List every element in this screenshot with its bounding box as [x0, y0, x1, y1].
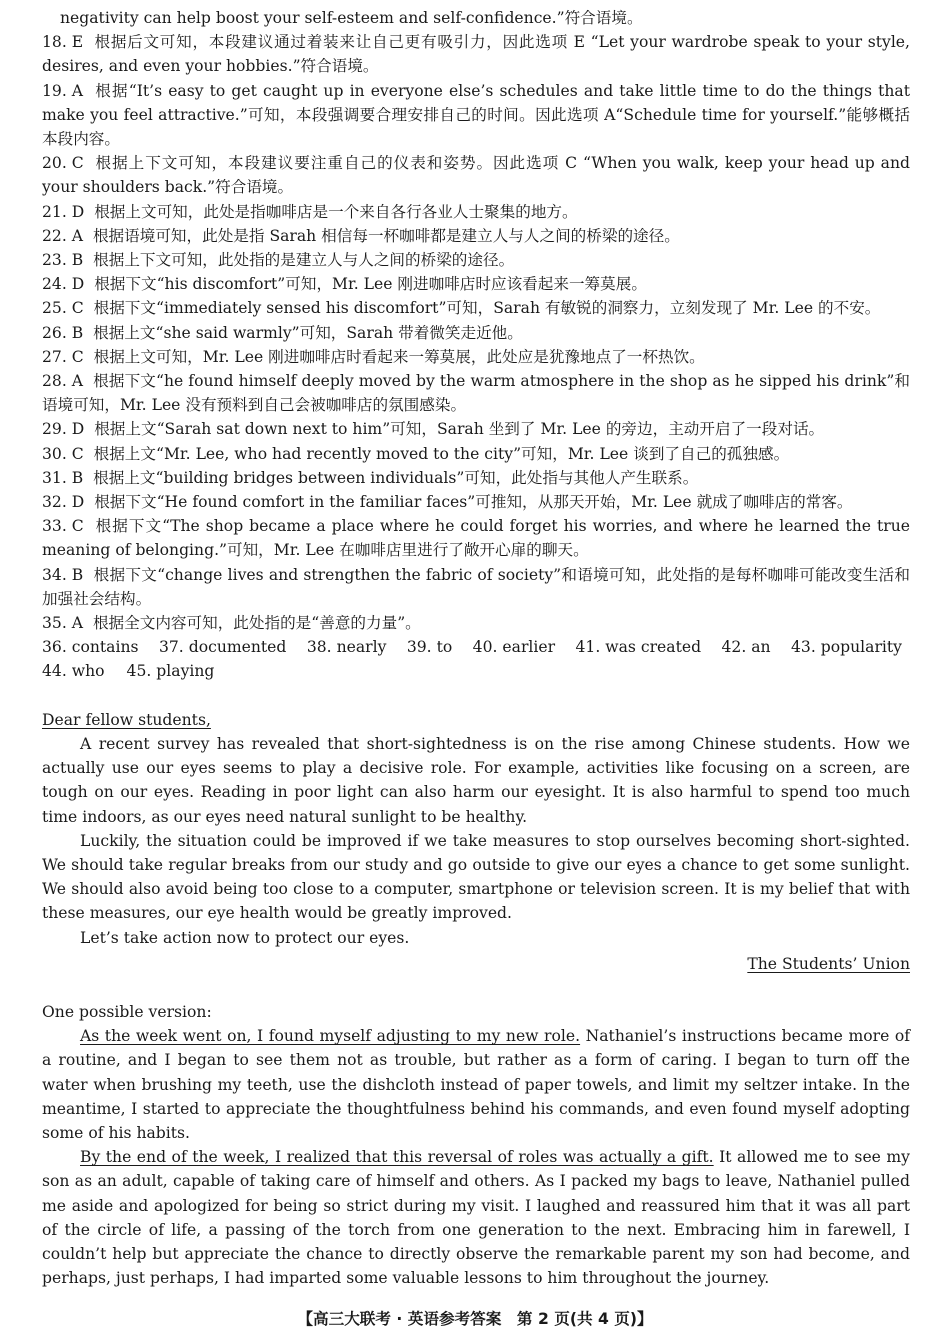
- grammar-answer: 36. contains: [42, 638, 139, 657]
- letter-signature: The Students’ Union: [747, 954, 910, 973]
- answer-explanation: 根据下文“change lives and strengthen the fabric of society”和语境可知，此处指的是每杯咖啡可能改变生活和加强社会结构。: [42, 565, 911, 608]
- grammar-answer: 39. to: [406, 638, 453, 657]
- answer-item: [42, 321, 910, 345]
- page-footer: 【高三大联考 · 英语参考答案 第 2 页(共 4 页)】: [297, 1310, 653, 1328]
- grammar-answer: 44. who: [42, 662, 105, 681]
- answer-explanation: 根据上文“building bridges between individuals”可知，此处指与其他人产生联系。: [93, 468, 699, 487]
- grammar-answer: 42. an: [721, 638, 771, 657]
- answer-item: [42, 442, 910, 466]
- story-paragraph-1: As the week went on, I found myself adjusting to my new role. Nathaniel’s instructions became more of a routine, and I began to see them not as trouble, but rather as a form of caring. I began to turn off the water when brushing my teeth, use the dishcloth instead of paper towels, and limit my seltzer intake. In the meantime, I started to appreciate the thoughtfulness behind his commands, and even found myself adopting some of his habits.: [42, 1027, 911, 1142]
- letter-paragraph: A recent survey has revealed that short-sightedness is on the rise among Chinese students. How we actually use our eyes seems to play a decisive role. For example, activities like focusing on a screen, are tough on our eyes. Reading in poor light can also harm our eyesight. It is also harmful to spend too much time indoors, as our eyes need natural sunlight to be healthy.: [42, 734, 910, 826]
- answer-explanation: 根据下文“he found himself deeply moved by the warm atmosphere in the shop as he sipped his drink”和语境可知，Mr. Lee 没有预料到自己会被咖啡店的氛围感染。: [42, 372, 910, 415]
- answer-item: [42, 248, 910, 272]
- letter-paragraph: Luckily, the situation could be improved if we take measures to stop ourselves becoming short-sighted. We should take regular breaks from our study and go outside to give our eyes a chance to get some sunlight. We should also avoid being too close to a computer, smartphone or television screen. It is my belief that with these measures, our eye health would be greatly improved.: [42, 831, 910, 923]
- answer-number: 25. C: [42, 299, 84, 318]
- answer-number: 33. C: [42, 517, 84, 536]
- answer-item: [42, 30, 910, 78]
- answer-explanation: 根据下文“The shop became a place where he could forget his worries, and where he learned the true meaning of belonging.”可知，Mr. Lee 在咖啡店里进行了敞开心扉的聊天。: [42, 517, 910, 560]
- letter-salutation: Dear fellow students,: [42, 710, 211, 729]
- answer-explanation: 根据上下文可知，本段建议要注重自己的仪表和姿势。因此选项 C “When you walk, keep your head up and your shoulders back.”符合语境。: [42, 154, 910, 197]
- answer-explanation: 根据后文可知，本段建议通过着装来让自己更有吸引力，因此选项 E “Let your wardrobe speak to your style, desires, and even your hobbies.”符合语境。: [42, 33, 910, 76]
- answer-explanation: 根据下文“He found comfort in the familiar faces”可推知，从那天开始，Mr. Lee 就成了咖啡店的常客。: [94, 493, 853, 512]
- answer-item: [42, 514, 910, 562]
- grammar-fill-row-2: [42, 659, 910, 683]
- answer-item: [42, 200, 910, 224]
- continuation-line: negativity can help boost your self-esteem and self-confidence.”符合语境。: [60, 9, 643, 27]
- answer-number: 26. B: [42, 323, 84, 342]
- story-section: [42, 1000, 910, 1290]
- answer-explanation: 根据上文“Mr. Lee, who had recently moved to the city”可知，Mr. Lee 谈到了自己的孤独感。: [93, 444, 790, 463]
- answer-number: 18. E: [42, 33, 84, 52]
- answer-item: [42, 369, 910, 417]
- letter-section: [42, 708, 910, 976]
- grammar-answer: 45. playing: [126, 662, 215, 681]
- answer-number: 24. D: [42, 275, 85, 294]
- answer-item: [42, 417, 910, 441]
- answer-number: 35. A: [42, 614, 84, 633]
- grammar-answer: 41. was created: [575, 638, 702, 657]
- grammar-fill-row-1: [42, 635, 910, 659]
- story-heading: One possible version:: [42, 1002, 212, 1021]
- answer-item: [42, 611, 910, 635]
- answer-item: [42, 151, 910, 199]
- grammar-answer: 37. documented: [158, 638, 287, 657]
- grammar-answer: 43. popularity: [791, 638, 902, 657]
- answer-number: 28. A: [42, 372, 84, 391]
- answer-number: 20. C: [42, 154, 84, 173]
- grammar-answer: 38. nearly: [306, 638, 387, 657]
- answer-explanation: 根据上文可知，Mr. Lee 刚进咖啡店时看起来一筹莫展，此处应是犹豫地点了一杯热饮。: [93, 347, 705, 366]
- answer-explanation: 根据上文“she said warmly”可知，Sarah 带着微笑走近他。: [93, 323, 523, 342]
- answer-item: [42, 345, 910, 369]
- story-paragraph-1-lead: As the week went on, I found myself adjusting to my new role.: [80, 1027, 581, 1046]
- answer-number: 31. B: [42, 468, 84, 487]
- answer-number: 34. B: [42, 565, 84, 584]
- answer-explanation: 根据上文“Sarah sat down next to him”可知，Sarah 坐到了 Mr. Lee 的旁边，主动开启了一段对话。: [94, 420, 825, 439]
- answer-explanation: 根据语境可知，此处是指 Sarah 相信每一杯咖啡都是建立人与人之间的桥梁的途径。: [92, 226, 680, 245]
- grammar-answer: 40. earlier: [472, 638, 556, 657]
- answer-number: 30. C: [42, 444, 84, 463]
- answer-number: 23. B: [42, 251, 84, 270]
- answer-explanation: 根据下文“his discomfort”可知，Mr. Lee 刚进咖啡店时应该看起来一筹莫展。: [94, 275, 647, 294]
- answer-explanation: 根据下文“immediately sensed his discomfort”可知，Sarah 有敏锐的洞察力，立刻发现了 Mr. Lee 的不安。: [93, 299, 881, 318]
- answer-number: 22. A: [42, 226, 84, 245]
- answer-item: [42, 490, 910, 514]
- answer-item: [42, 79, 910, 152]
- answer-list: [42, 30, 910, 635]
- answer-explanation: 根据上文可知，此处是指咖啡店是一个来自各行各业人士聚集的地方。: [94, 202, 578, 221]
- answer-item: [42, 224, 910, 248]
- answer-item: [42, 272, 910, 296]
- answer-item: [42, 466, 910, 490]
- answer-number: 19. A: [42, 81, 84, 100]
- answer-explanation: 根据“It’s easy to get caught up in everyone else’s schedules and take little time to do the things that make you feel attractive.”可知，本段强调要合理安排自己的时间。因此选项 A“Schedule time for yourself.”能够概括本段内容。: [42, 81, 910, 149]
- answer-number: 27. C: [42, 347, 84, 366]
- answer-item: [42, 563, 910, 611]
- answer-number: 21. D: [42, 202, 85, 221]
- answer-number: 29. D: [42, 420, 85, 439]
- answer-explanation: 根据全文内容可知，此处指的是“善意的力量”。: [92, 614, 421, 633]
- story-paragraph-2-lead: By the end of the week, I realized that this reversal of roles was actually a gift.: [80, 1148, 714, 1167]
- story-paragraph-2: By the end of the week, I realized that this reversal of roles was actually a gift. It allowed me to see my son as an adult, capable of taking care of himself and others. As I packed my bags to leave, Nathaniel pulled me aside and apologized for being so strict during my visit. I laughed and reassured him that it was all part of the circle of life, a passing of the torch from one generation to the next. Embracing him in farewell, I couldn’t help but appreciate the chance to directly observe the remarkable parent my son had become, and perhaps, just perhaps, I had imparted some valuable lessons to him throughout the journey.: [42, 1148, 910, 1288]
- answer-explanation: 根据上下文可知，此处指的是建立人与人之间的桥梁的途径。: [93, 251, 515, 270]
- answer-number: 32. D: [42, 493, 85, 512]
- letter-paragraph: Let’s take action now to protect our eyes.: [80, 928, 410, 947]
- answer-item: [42, 296, 910, 320]
